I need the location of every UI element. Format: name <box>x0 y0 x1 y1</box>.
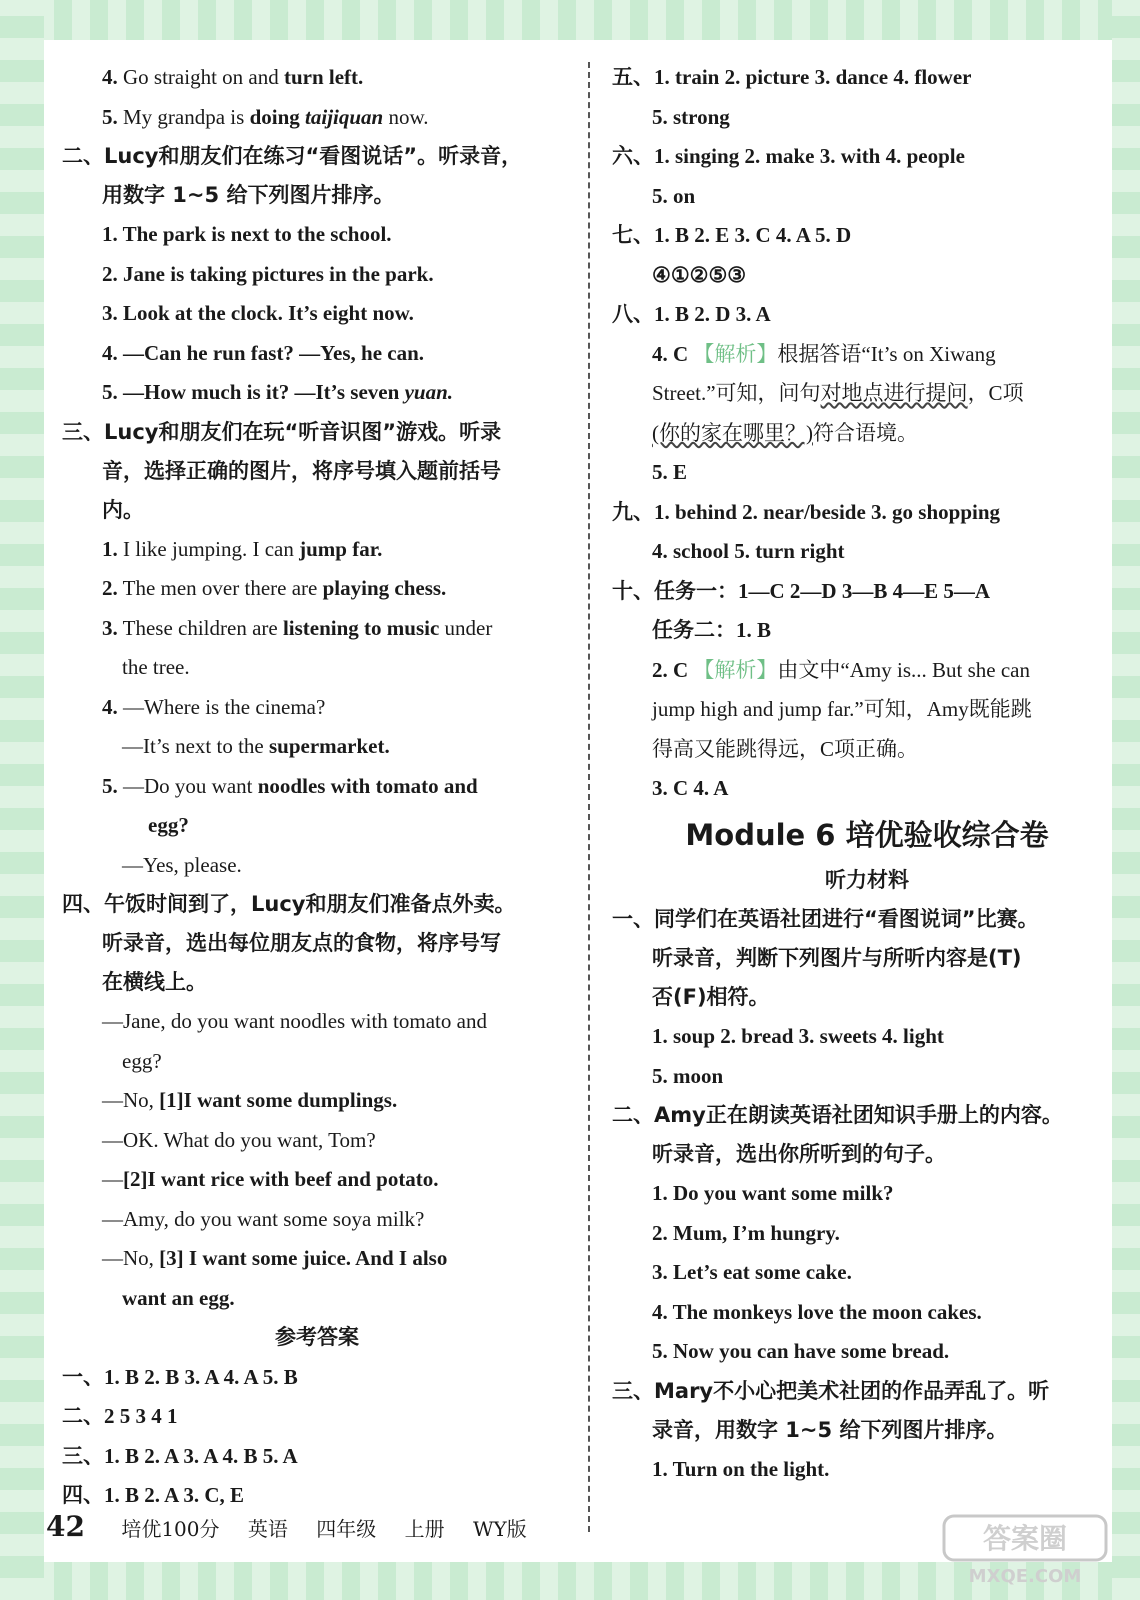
list-item: 1. Turn on the light. <box>652 1456 830 1481</box>
answers-title: 参考答案 <box>275 1325 359 1349</box>
list-item: 5. —Do you want noodles with tomato and <box>102 773 478 798</box>
list-item-continued: —It’s next to the supermarket. <box>122 734 390 758</box>
list-item: 4. —Can he run fast? —Yes, he can. <box>102 340 425 365</box>
answer-line: 九、1. behind 2. near/beside 3. go shopping <box>612 499 1001 524</box>
watermark-logo <box>940 1512 1110 1588</box>
dialogue-line: —No, [1]I want some dumplings. <box>102 1088 398 1112</box>
book-edition: WY版 <box>472 1517 527 1541</box>
answer-line: ④①②⑤③ <box>652 262 747 287</box>
section-heading: 四、午饭时间到了，Lucy和朋友们准备点外卖。 <box>62 892 516 916</box>
answer-explanation: Street.”可知，问句对地点进行提问，C项 <box>652 381 1024 405</box>
answer-line: 八、1. B 2. D 3. A <box>612 302 771 326</box>
book-subject: 英语 <box>247 1517 288 1541</box>
section-heading: 听录音，判断下列图片与所听内容是(T) <box>652 946 1022 970</box>
right-column <box>612 58 1122 1489</box>
list-item-continued: —Yes, please. <box>122 852 242 877</box>
dialogue-line: —Amy, do you want some soya milk? <box>102 1206 425 1231</box>
list-item: 5. Now you can have some bread. <box>652 1339 950 1363</box>
answer-line: 5. E <box>652 460 688 484</box>
answer-line: 二、2 5 3 4 1 <box>62 1404 178 1428</box>
svg-text:MXQE.COM: MXQE.COM <box>968 1566 1082 1587</box>
answer-explanation: 2. C 【解析】由文中“Amy is... But she can <box>652 657 1030 682</box>
answer-line: 5. on <box>652 183 696 208</box>
list-item: 4. The monkeys love the moon cakes. <box>652 1299 982 1324</box>
dialogue-line: —[2]I want rice with beef and potato. <box>102 1167 439 1191</box>
answer-line: 5. strong <box>652 104 730 129</box>
section-heading: 二、Amy正在朗读英语社团知识手册上的内容。 <box>612 1103 1063 1127</box>
section-heading: 二、Lucy和朋友们在练习“看图说话”。听录音， <box>62 144 523 168</box>
column-divider <box>588 62 590 1532</box>
list-item: 5. —How much is it? —It’s seven yuan. <box>102 380 453 404</box>
list-item: 2. Jane is taking pictures in the park. <box>102 261 434 286</box>
book-series: 培优100分 <box>121 1517 220 1541</box>
answer-line: 七、1. B 2. E 3. C 4. A 5. D <box>612 223 852 247</box>
list-item: 4. —Where is the cinema? <box>102 694 326 719</box>
answer-line: 任务二：1. B <box>652 618 772 642</box>
analysis-tag: 【解析】 <box>693 657 778 682</box>
left-column <box>62 58 572 1516</box>
list-item-continued: egg? <box>148 813 189 837</box>
list-item: 3. These children are listening to music under <box>102 615 493 640</box>
section-heading: 听录音，选出你所听到的句子。 <box>652 1142 946 1166</box>
book-volume: 上册 <box>404 1517 445 1541</box>
dialogue-line: —No, [3] I want some juice. And I also <box>102 1246 448 1270</box>
answer-explanation: 4. C 【解析】根据答语“It’s on Xiwang <box>652 341 996 366</box>
section-heading: 用数字 1~5 给下列图片排序。 <box>102 183 395 207</box>
answer-explanation: jump high and jump far.”可知，Amy既能跳 <box>652 697 1032 721</box>
section-heading: 三、Mary不小心把美术社团的作品弄乱了。听 <box>612 1378 1050 1403</box>
module-title: Module 6 培优验收综合卷 <box>685 817 1049 852</box>
list-item: 1. I like jumping. I can jump far. <box>102 536 383 561</box>
decorative-border-left <box>0 0 44 1600</box>
decorative-border-top <box>0 0 1140 40</box>
list-item: 5. moon <box>652 1063 724 1088</box>
list-item: 3. Look at the clock. It’s eight now. <box>102 301 414 325</box>
answer-line: 十、任务一：1—C 2—D 3—B 4—E 5—A <box>612 578 991 603</box>
answer-line: 4. school 5. turn right <box>652 539 845 563</box>
list-item: 3. Let’s eat some cake. <box>652 1260 852 1284</box>
section-heading: 听录音，选出每位朋友点的食物，将序号写 <box>102 931 501 955</box>
dialogue-line: want an egg. <box>122 1285 235 1310</box>
list-item: 1. The park is next to the school. <box>102 222 392 246</box>
list-item: 2. The men over there are playing chess. <box>102 576 447 600</box>
analysis-tag: 【解析】 <box>693 341 778 366</box>
section-heading: 内。 <box>102 497 144 522</box>
answer-line: 三、1. B 2. A 3. A 4. B 5. A <box>62 1443 298 1468</box>
section-heading: 在横线上。 <box>102 970 207 994</box>
line: 5. My grandpa is doing taijiquan now. <box>102 104 429 129</box>
answer-line: 五、1. train 2. picture 3. dance 4. flower <box>612 65 972 89</box>
dialogue-line: —OK. What do you want, Tom? <box>102 1127 376 1152</box>
page-number: 42 <box>46 1510 85 1543</box>
section-heading: 否(F)相符。 <box>652 985 770 1009</box>
answer-line: 四、1. B 2. A 3. C, E <box>62 1483 245 1507</box>
answer-explanation: 得高又能跳得远，C项正确。 <box>652 736 919 761</box>
line: 4. Go straight on and turn left. <box>102 65 364 89</box>
book-grade: 四年级 <box>316 1517 377 1541</box>
answer-line: 一、1. B 2. B 3. A 4. A 5. B <box>62 1364 298 1389</box>
svg-text:答案圈: 答案圈 <box>982 1522 1068 1555</box>
list-item: 2. Mum, I’m hungry. <box>652 1220 840 1245</box>
section-heading: 音，选择正确的图片，将序号填入题前括号 <box>102 458 501 483</box>
list-item: 1. Do you want some milk? <box>652 1181 894 1205</box>
list-item: 1. soup 2. bread 3. sweets 4. light <box>652 1024 944 1048</box>
section-heading: 录音，用数字 1~5 给下列图片排序。 <box>652 1417 1008 1442</box>
list-item-continued: the tree. <box>122 655 190 679</box>
answer-line: 六、1. singing 2. make 3. with 4. people <box>612 144 965 168</box>
dialogue-line: —Jane, do you want noodles with tomato and <box>102 1009 487 1033</box>
section-heading: 三、Lucy和朋友们在玩“听音识图”游戏。听录 <box>62 419 502 444</box>
answer-explanation: (你的家在哪里？)符合语境。 <box>652 420 918 445</box>
page-footer <box>46 1510 549 1543</box>
module-subtitle: 听力材料 <box>825 867 909 892</box>
section-heading: 一、同学们在英语社团进行“看图说词”比赛。 <box>612 907 1039 931</box>
dialogue-line: egg? <box>122 1048 162 1073</box>
answer-line: 3. C 4. A <box>652 776 729 800</box>
